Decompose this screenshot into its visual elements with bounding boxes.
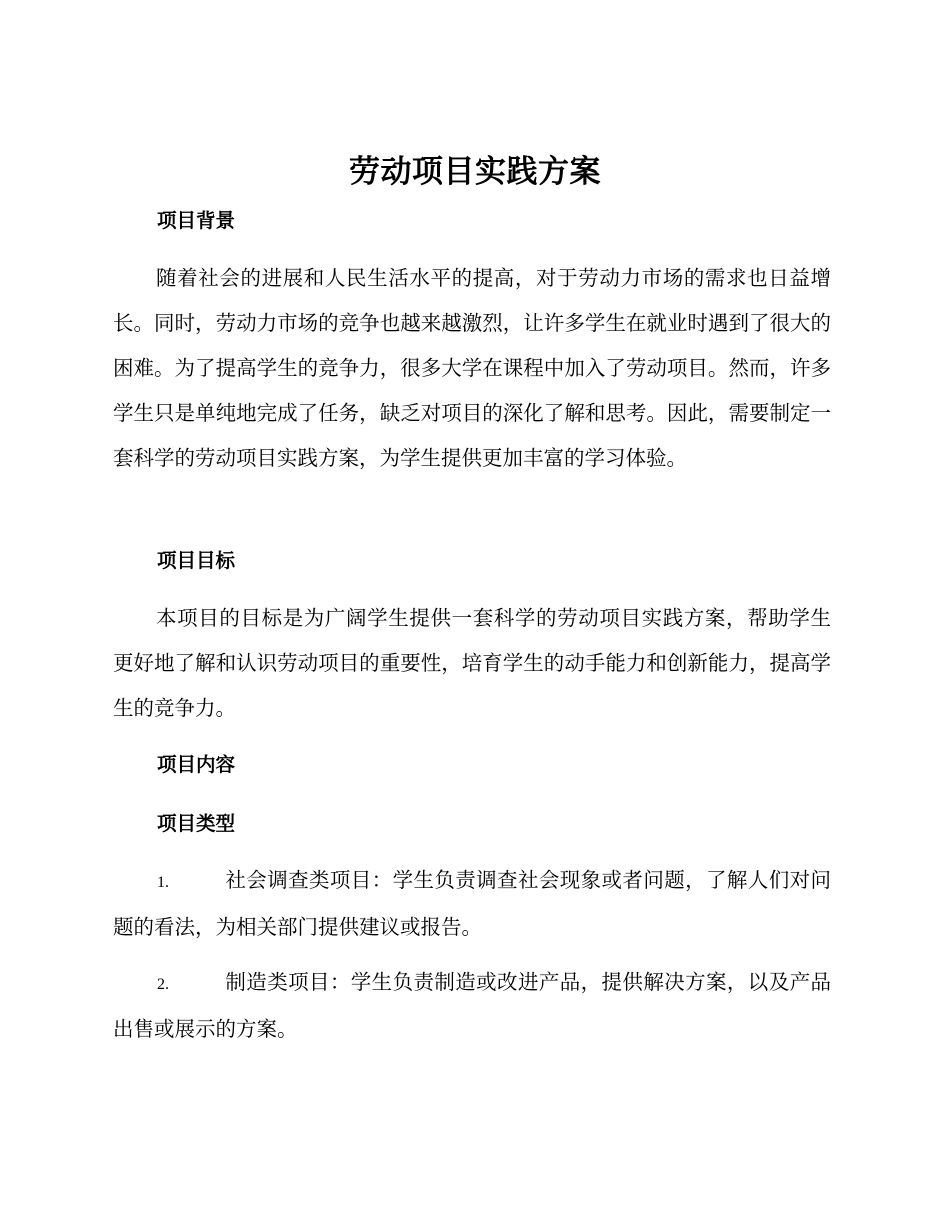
section-heading-content: 项目内容	[157, 753, 236, 776]
section-heading-background: 项目背景	[157, 209, 236, 232]
list-item	[113, 858, 831, 950]
list-item-text: 制造类项目：学生负责制造或改进产品，提供解决方案，以及产品出售或展示的方案。	[113, 970, 831, 1041]
section-heading-goal: 项目目标	[157, 549, 236, 572]
document-title: 劳动项目实践方案	[349, 154, 601, 190]
list-item	[113, 960, 831, 1052]
list-item-text: 社会调查类项目：学生负责调查社会现象或者问题，了解人们对问题的看法，为相关部门提供建议或报告。	[113, 868, 831, 939]
background-paragraph: 随着社会的进展和人民生活水平的提高，对于劳动力市场的需求也日益增长。同时，劳动力市场的竞争也越来越激烈，让许多学生在就业时遇到了很大的困难。为了提高学生的竞争力，很多大学在课程中加入了劳动项目。然而，许多学生只是单纯地完成了任务，缺乏对项目的深化了解和思考。因此，需要制定一套科学的劳动项目实践方案，为学生提供更加丰富的学习体验。	[113, 266, 831, 470]
section-heading-type: 项目类型	[157, 812, 236, 835]
goal-paragraph: 本项目的目标是为广阔学生提供一套科学的劳动项目实践方案，帮助学生更好地了解和认识劳动项目的重要性，培育学生的动手能力和创新能力，提高学生的竞争力。	[113, 606, 831, 720]
list-item-number: 1.	[157, 874, 169, 891]
list-item-number: 2.	[157, 976, 169, 993]
